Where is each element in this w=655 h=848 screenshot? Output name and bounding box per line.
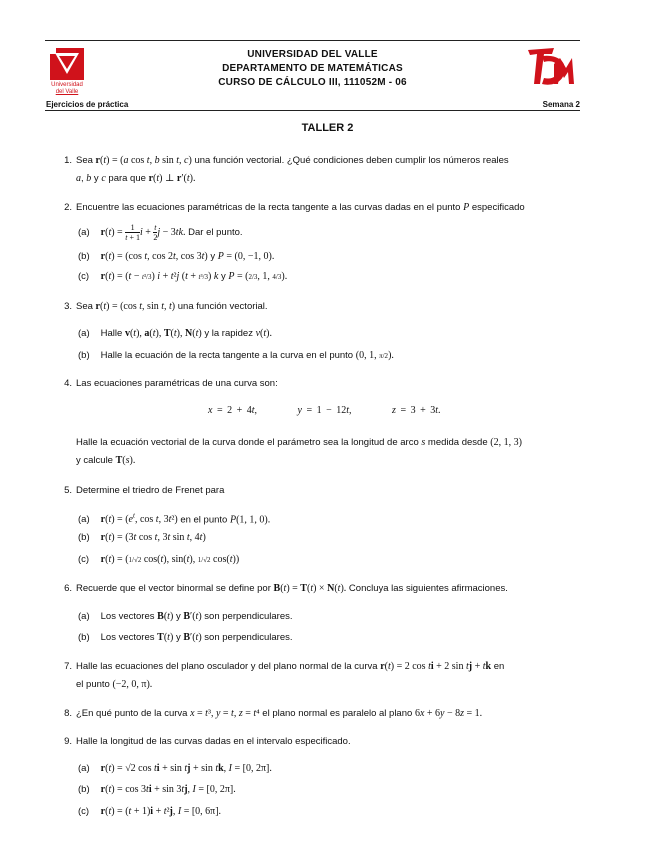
- university-name: UNIVERSIDAD DEL VALLE: [247, 49, 378, 60]
- problem-9c: (c) r(t) = (t + 1)i + t²j, I = [0, 6π].: [78, 806, 222, 817]
- problem-text-line-2: el punto (−2, 0, π).: [76, 679, 153, 690]
- problem-number: 5.: [64, 485, 72, 496]
- problem-text: Encuentre las ecuaciones paramétricas de la recta tangente a las curvas dadas en el punto P especificado: [76, 202, 525, 213]
- problem-5a: (a) $r(t) = (e^t$, cos t, 3t²) en el punto P(1, 1, 0).: [78, 512, 271, 526]
- university-shield-icon: [46, 46, 88, 82]
- problem-text: Halle las ecuaciones del plano osculador y del plano normal de la curva r(t) = 2 cos ti + 2 sin tj + tk en: [76, 661, 505, 672]
- page-title: TALLER 2: [301, 122, 354, 134]
- problem-text: Las ecuaciones paramétricas de una curva son:: [76, 378, 278, 389]
- dm-monogram-icon: [524, 44, 576, 90]
- university-logo-caption: [46, 82, 88, 96]
- logo-caption-line-2: del Valle: [55, 89, 79, 95]
- problem-3b: (b) Halle la ecuación de la recta tangente a la curva en el punto (0, 1, π/2).: [78, 350, 394, 361]
- problem-number: 2.: [64, 202, 72, 213]
- course-titles: [140, 48, 485, 90]
- problem-number: 8.: [64, 708, 72, 719]
- problem-9b: (b) r(t) = cos 3ti + sin 3tj, I = [0, 2π].: [78, 784, 236, 795]
- course-name: CURSO DE CÁLCULO III, 111052M - 06: [218, 77, 407, 88]
- problem-number: 7.: [64, 661, 72, 672]
- problem-6b: (b) Los vectores T(t) y B′(t) son perpendiculares.: [78, 632, 293, 643]
- problem-number: 3.: [64, 301, 72, 312]
- problem-5b: (b) r(t) = (3t cos t, 3t sin t, 4t): [78, 532, 206, 543]
- header-bottom-rule: [45, 110, 580, 111]
- header-top-rule: [45, 40, 580, 41]
- problem-text: Halle la longitud de las curvas dadas en el intervalo especificado.: [76, 736, 351, 747]
- problem-number: 9.: [64, 736, 72, 747]
- problem-text-line-2: Halle la ecuación vectorial de la curva donde el parámetro sea la longitud de arco s medida desde (2, 1, 3): [76, 437, 522, 448]
- problem-2b: (b) r(t) = (cos t, cos 2t, cos 3t) y P = (0, −1, 0).: [78, 251, 275, 262]
- department-name: DEPARTAMENTO DE MATEMÁTICAS: [222, 63, 403, 74]
- problem-5c: (c) r(t) = (1/√2 cos(t), sin(t), 1/√2 cos(t)): [78, 554, 240, 565]
- problem-9a: (a) r(t) = √2 cos ti + sin tj + sin tk, I = [0, 2π].: [78, 763, 272, 774]
- problem-text: Determine el triedro de Frenet para: [76, 485, 225, 496]
- problem-text: Sea r(t) = (a cos t, b sin t, c) una función vectorial. ¿Qué condiciones deben cumplir los números reales: [76, 155, 509, 166]
- problem-3a: (a) Halle v(t), a(t), T(t), N(t) y la rapidez v(t).: [78, 328, 273, 339]
- problem-number: 1.: [64, 155, 72, 166]
- problem-4-equations: x = 2 + 4t, y = 1 − 12t, z = 3 + 3t.: [208, 405, 441, 416]
- problem-number: 6.: [64, 583, 72, 594]
- problem-text: Sea r(t) = (cos t, sin t, t) una función vectorial.: [76, 301, 268, 312]
- practice-note: Ejercicios de práctica: [46, 100, 129, 109]
- logo-caption-line-1: Universidad: [51, 82, 83, 88]
- problem-2a: (a) r(t) = $\frac{1}{t + 1}$ i + $\frac{t}{2}$ j − 3tk. Dar el punto.: [78, 223, 243, 243]
- problem-text: ¿En qué punto de la curva x = t³, y = t, z = t⁴ el plano normal es paralelo al plano 6x + 6y − 8z = 1.: [76, 708, 483, 719]
- problem-2c: (c) r(t) = (t − t³/3) i + t²j (t + t³/3) k y P = (2/3, 1, 4/3).: [78, 271, 288, 282]
- math-department-logo: [524, 44, 576, 90]
- problem-text-line-2: a, b y c para que r(t) ⊥ r′(t).: [76, 173, 196, 184]
- week-note: Semana 2: [542, 100, 580, 109]
- problem-6a: (a) Los vectores B(t) y B′(t) son perpendiculares.: [78, 611, 293, 622]
- problem-text-line-3: y calcule T(s).: [76, 455, 136, 466]
- problem-text: Recuerde que el vector binormal se define por B(t) = T(t) × N(t). Concluya las siguientes afirmaciones.: [76, 583, 508, 594]
- problem-number: 4.: [64, 378, 72, 389]
- university-logo: [46, 46, 88, 98]
